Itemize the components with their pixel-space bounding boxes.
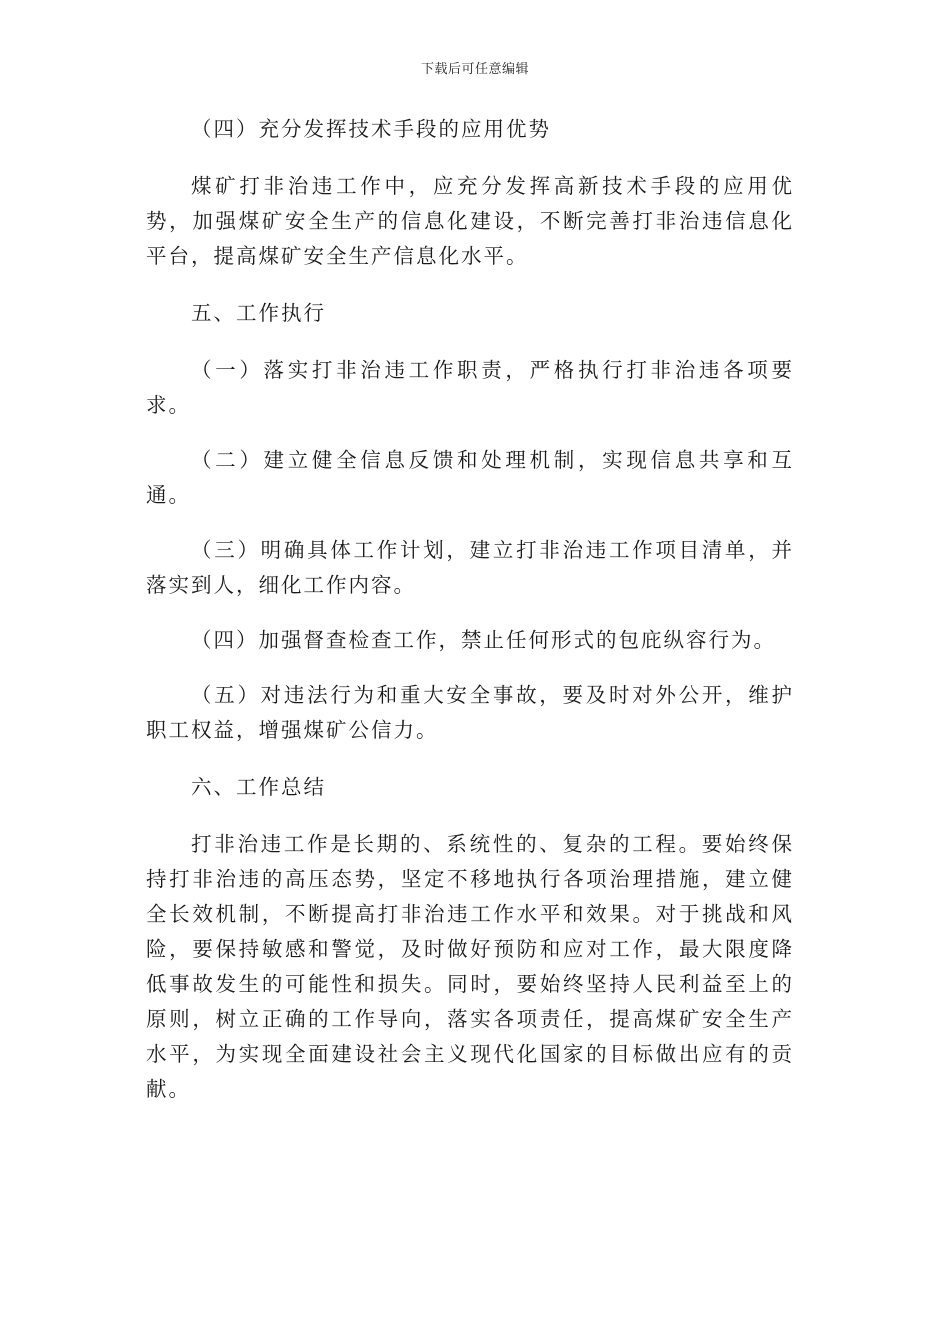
section-heading-tech: （四）充分发挥技术手段的应用优势 <box>191 117 551 141</box>
list-item-execution-1: （一）落实打非治违工作职责，严格执行打非治违各项要求。 <box>146 358 794 417</box>
paragraph-summary: 打非治违工作是长期的、系统性的、复杂的工程。要始终保持打非治违的高压态势，坚定不移地执行各项治理措施，建立健全长效机制，不断提高打非治违工作水平和效果。对于挑战和风险，要保持敏感和警觉，及时做好预防和应对工作，最大限度降低事故发生的可能性和损失。同时，要始终坚持人民利益至上的原则，树立正确的工作导向，落实各项责任，提高煤矿安全生产水平，为实现全面建设社会主义现代化国家的目标做出应有的贡献。 <box>146 832 794 1101</box>
document-body <box>146 112 794 1129</box>
list-item-execution-2: （二）建立健全信息反馈和处理机制，实现信息共享和互通。 <box>146 448 794 507</box>
list-item-execution-3: （三）明确具体工作计划，建立打非治违工作项目清单，并落实到人，细化工作内容。 <box>146 538 794 597</box>
section-heading-summary: 六、工作总结 <box>191 775 326 799</box>
page-header: 下载后可任意编辑 <box>420 62 529 77</box>
section-heading-execution: 五、工作执行 <box>191 301 326 325</box>
paragraph-tech: 煤矿打非治违工作中，应充分发挥高新技术手段的应用优势，加强煤矿安全生产的信息化建设，不断完善打非治违信息化平台，提高煤矿安全生产信息化水平。 <box>146 174 794 268</box>
list-item-execution-5: （五）对违法行为和重大安全事故，要及时对外公开，维护职工权益，增强煤矿公信力。 <box>146 683 794 742</box>
list-item-execution-4: （四）加强督查检查工作，禁止任何形式的包庇纵容行为。 <box>191 628 776 652</box>
